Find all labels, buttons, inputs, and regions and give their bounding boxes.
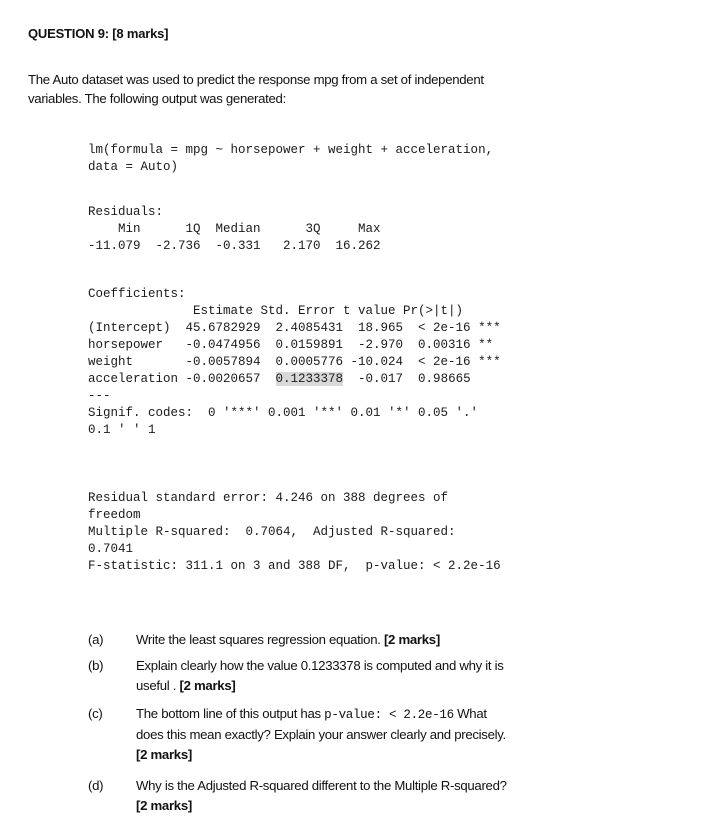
coef-row-intercept: (Intercept) 45.6782929 2.4085431 18.965 < 2e-16 *** [88,321,501,335]
call-line-2: data = Auto) [88,160,179,174]
question-c-marks: [2 marks] [136,747,192,762]
question-d-label: (d) [88,778,104,793]
question-a-label: (a) [88,632,104,647]
residuals-block [88,204,381,255]
residuals-values: -11.079 -2.736 -0.331 2.170 16.262 [88,239,381,253]
question-b-text-2: useful . [136,678,177,693]
question-a-text: Write the least squares regression equation. [136,632,381,647]
r-squared-line-2: 0.7041 [88,542,134,556]
question-title: QUESTION 9: [8 marks] [28,26,169,41]
residuals-label: Residuals: [88,205,164,219]
question-b-text-1: Explain clearly how the value 0.1233378 is computed and why it is [136,658,504,673]
question-b-marks: [2 marks] [179,678,236,693]
question-c-text-post: What [453,706,487,721]
rse-line-1: Residual standard error: 4.246 on 388 degrees of [88,491,449,505]
call-line-1: lm(formula = mpg ~ horsepower + weight + acceleration, [88,143,494,157]
separator: --- [88,389,111,403]
residuals-header: Min 1Q Median 3Q Max [88,222,381,236]
intro-line-1: The Auto dataset was used to predict the response mpg from a set of independent [28,72,484,87]
question-c-label: (c) [88,706,103,721]
model-summary [88,490,501,575]
question-intro [28,70,678,108]
question-d-marks: [2 marks] [136,798,192,813]
coefficients-header: Estimate Std. Error t value Pr(>|t|) [88,304,464,318]
signif-codes-1: Signif. codes: 0 '***' 0.001 '**' 0.01 '*' 0.05 '.' [88,406,479,420]
question-c-text-pre: The bottom line of this output has [136,706,325,721]
rse-line-2: freedom [88,508,141,522]
model-call [88,142,493,176]
coefficients-label: Coefficients: [88,287,186,301]
intro-line-2: variables. The following output was generated: [28,91,286,106]
coefficients-block [88,286,501,439]
f-statistic-line: F-statistic: 311.1 on 3 and 388 DF, p-value: < 2.2e-16 [88,559,501,573]
coef-row-acceleration: acceleration -0.0020657 0.1233378 -0.017 0.98665 [88,372,471,386]
signif-codes-2: 0.1 ' ' 1 [88,423,156,437]
coef-row-horsepower: horsepower -0.0474956 0.0159891 -2.970 0.00316 ** [88,338,494,352]
highlighted-std-error: 0.1233378 [275,372,344,386]
coef-row-weight: weight -0.0057894 0.0005776 -10.024 < 2e-16 *** [88,355,501,369]
question-b-label: (b) [88,658,104,673]
question-c-code: p-value: < 2.2e-16 [324,708,454,722]
question-c-text-2: does this mean exactly? Explain your answer clearly and precisely. [136,727,506,742]
question-d-text: Why is the Adjusted R-squared different to the Multiple R-squared? [136,778,507,793]
question-a-marks: [2 marks] [383,632,440,647]
r-squared-line-1: Multiple R-squared: 0.7064, Adjusted R-squared: [88,525,456,539]
